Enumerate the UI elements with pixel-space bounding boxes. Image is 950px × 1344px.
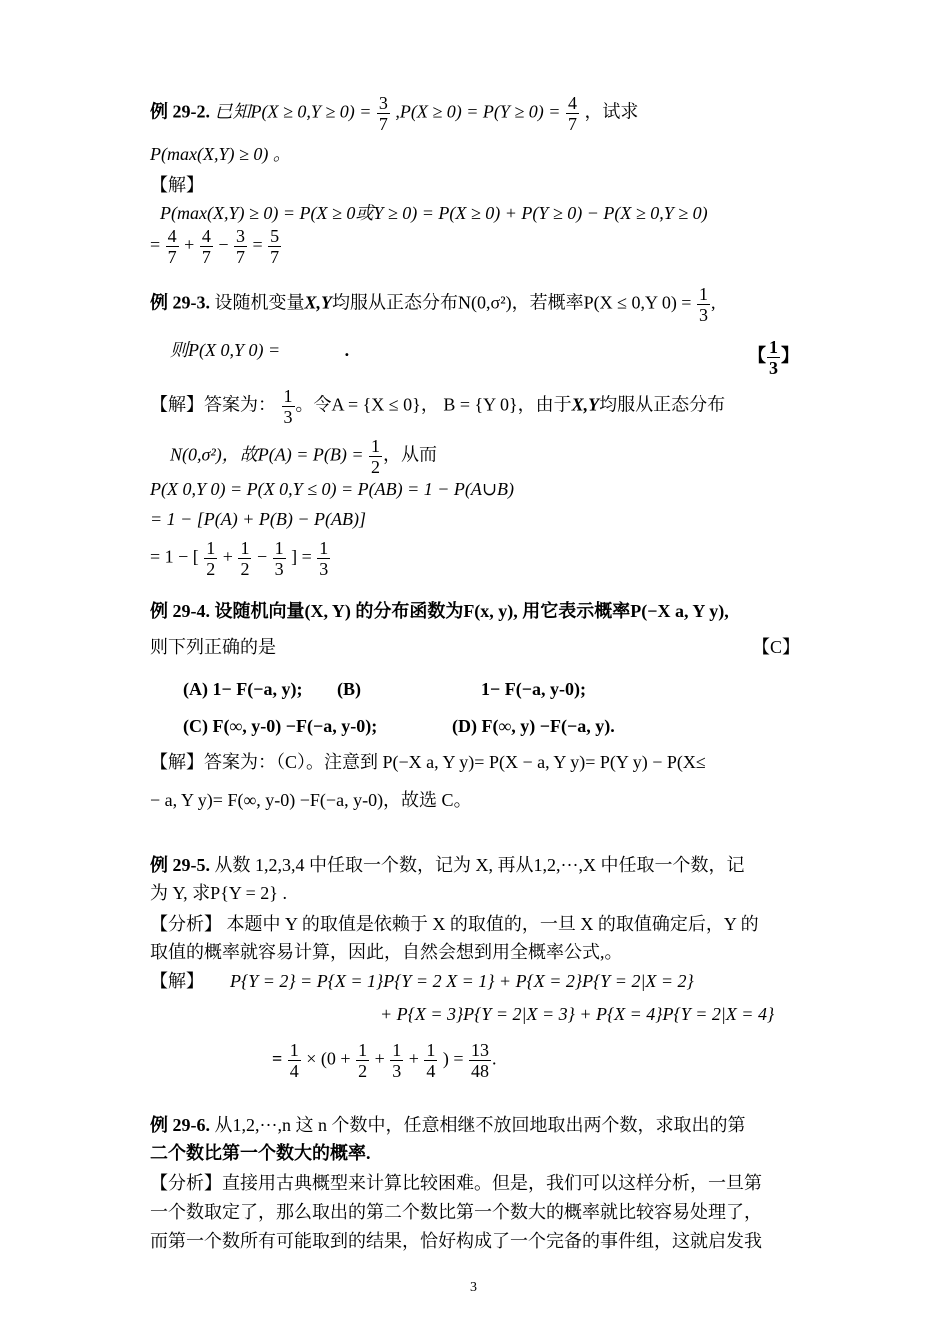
ex3-solution-text-e: ，从而	[383, 444, 438, 465]
numerator: 1	[769, 337, 778, 357]
fraction	[273, 538, 286, 579]
ex2-text-c: ，试求	[584, 101, 639, 122]
numerator: 1	[371, 436, 381, 456]
equals: =	[272, 1048, 283, 1069]
ex3-answer	[748, 337, 799, 378]
period: .	[492, 1048, 497, 1069]
ex3-solution-line2	[170, 436, 437, 477]
fraction	[377, 93, 390, 134]
denominator: 3	[319, 559, 329, 579]
ex4-option-b-label: (B)	[337, 679, 361, 699]
numerator: 13	[471, 1040, 490, 1060]
numerator: 1	[698, 284, 708, 304]
denominator: 2	[240, 559, 250, 579]
numerator: 3	[235, 226, 245, 246]
ex4-solution-line1: 【解】答案为：（C）。注意到 P(−X a, Y y)= P(X − a, Y y)= P(Y y) − P(X≤	[150, 752, 706, 772]
ex3-label: 例 29-3.	[150, 292, 210, 313]
ex5-expr-b: ) =	[442, 1048, 464, 1069]
ex2-solution-tag: 【解】	[150, 175, 204, 195]
denominator: 7	[235, 247, 245, 267]
equals: =	[150, 234, 161, 255]
fraction	[166, 226, 179, 267]
ex5-solution-line2: + P{X = 3}P{Y = 2|X = 3} + P{X = 4}P{Y = 2|X = 4}	[380, 1004, 775, 1024]
fraction	[204, 538, 217, 579]
ex3-text-a: 设随机变量	[214, 292, 305, 313]
numerator: 1	[283, 386, 293, 406]
ex3-solution-text-b: 。令A = {X ≤ 0}， B = {Y 0}，由于	[295, 394, 572, 415]
ex4-question-text: 设随机向量(X, Y) 的分布函数为F(x, y), 用它表示概率P(−X a, Y y),	[214, 601, 729, 621]
fraction	[200, 226, 213, 267]
denominator: 48	[471, 1061, 490, 1081]
denominator: 7	[378, 114, 388, 134]
fraction	[390, 1040, 403, 1081]
fraction	[424, 1040, 437, 1081]
denominator: 2	[358, 1061, 368, 1081]
ex2-text-a: 已知P(X ≥ 0,Y ≥ 0) =	[214, 101, 372, 122]
ex2-label: 例 29-2.	[150, 101, 210, 122]
ex3-solution-line5	[150, 538, 331, 579]
fraction	[268, 226, 281, 267]
fraction	[317, 538, 330, 579]
ex2-solution-line2	[150, 226, 282, 267]
ex6-question-line2: 二个数比第一个数大的概率.	[150, 1143, 371, 1163]
ex3-solution-text-a: 【解】答案为：	[150, 394, 276, 415]
ex4-option-a: (A) 1− F(−a, y);	[183, 679, 303, 699]
bracket-right: 】	[781, 345, 799, 366]
numerator: 1	[426, 1040, 436, 1060]
ex3-solution-line4: = 1 − [P(A) + P(B) − P(AB)]	[150, 509, 367, 529]
denominator: 4	[426, 1061, 436, 1081]
numerator: 1	[274, 538, 284, 558]
operator: −	[218, 234, 229, 255]
denominator: 7	[270, 247, 280, 267]
fraction	[282, 386, 295, 427]
ex4-option-d: (D) F(∞, y) −F(−a, y).	[452, 716, 615, 736]
ex3-expr-start: = 1 − [	[150, 546, 199, 567]
ex6-question-text: 从1,2,···,n 这 n 个数中，任意相继不放回地取出两个数，求取出的第	[214, 1115, 746, 1135]
ex5-question-text: 从数 1,2,3,4 中任取一个数，记为 X, 再从1,2,···,X 中任取一个数，记	[214, 855, 745, 875]
ex4-question-line2: 则下列正确的是	[150, 637, 276, 657]
ex5-solution-line1: P{Y = 2} = P{X = 1}P{Y = 2 X = 1} + P{X = 2}P{Y = 2|X = 2}	[230, 971, 694, 991]
denominator: 7	[567, 114, 577, 134]
numerator: 1	[240, 538, 250, 558]
ex3-variables: X,Y	[304, 292, 333, 313]
denominator: 7	[201, 247, 211, 267]
ex5-solution-tag: 【解】	[150, 971, 204, 991]
fraction	[234, 226, 247, 267]
denominator: 3	[769, 358, 778, 378]
numerator: 1	[392, 1040, 402, 1060]
numerator: 4	[567, 93, 577, 113]
operator: +	[374, 1048, 385, 1069]
ex6-label: 例 29-6.	[150, 1115, 210, 1135]
ex5-solution-line3	[272, 1040, 497, 1081]
ex2-text-b: ,P(X ≥ 0) = P(Y ≥ 0) =	[395, 101, 561, 122]
ex3-blank-expression: 则P(X 0,Y 0) =	[170, 340, 281, 360]
ex2-question-line2: P(max(X,Y) ≥ 0) 。	[150, 144, 291, 164]
operator: +	[222, 546, 233, 567]
numerator: 4	[201, 226, 211, 246]
numerator: 1	[206, 538, 216, 558]
ex2-question-line1	[150, 93, 638, 134]
denominator: 3	[392, 1061, 402, 1081]
ex6-question-line1	[150, 1112, 745, 1138]
comma: ,	[710, 292, 716, 313]
fraction	[356, 1040, 369, 1081]
ex3-expr-end: ] =	[291, 546, 312, 567]
numerator: 1	[319, 538, 329, 558]
page-number: 3	[470, 1280, 477, 1295]
operator: +	[184, 234, 195, 255]
denominator: 4	[289, 1061, 299, 1081]
denominator: 3	[274, 559, 284, 579]
ex3-question-line2	[170, 337, 349, 363]
ex6-analysis-line3: 而第一个数所有可能取到的结果，恰好构成了一个完备的事件组，这就启发我	[150, 1231, 762, 1251]
numerator: 3	[378, 93, 388, 113]
fraction	[566, 93, 579, 134]
denominator: 7	[167, 247, 177, 267]
denominator: 3	[698, 305, 708, 325]
ex6-analysis-line2: 一个数取定了，那么取出的第二个数比第一个数大的概率就比较容易处理了，	[150, 1202, 762, 1222]
operator: −	[256, 546, 268, 567]
ex2-solution-line1: P(max(X,Y) ≥ 0) = P(X ≥ 0或Y ≥ 0) = P(X ≥ 0) + P(Y ≥ 0) − P(X ≥ 0,Y ≥ 0)	[160, 203, 708, 223]
bracket-left: 【	[748, 345, 766, 366]
denominator: 2	[371, 457, 381, 477]
ex4-answer: 【C】	[752, 637, 801, 657]
ex5-question-line2: 为 Y, 求P{Y = 2} .	[150, 883, 287, 903]
ex3-solution-text-c: 均服从正态分布	[599, 394, 726, 415]
ex3-solution-line3: P(X 0,Y 0) = P(X 0,Y ≤ 0) = P(AB) = 1 − P(A∪B)	[150, 479, 514, 499]
ex5-question-line1	[150, 852, 744, 878]
ex4-option-b: 1− F(−a, y-0);	[481, 679, 586, 699]
fraction	[238, 538, 251, 579]
numerator: 4	[167, 226, 177, 246]
operator: +	[408, 1048, 419, 1069]
fraction	[767, 337, 780, 378]
numerator: 1	[358, 1040, 368, 1060]
ex5-analysis-line1: 【分析】 本题中 Y 的取值是依赖于 X 的取值的，一旦 X 的取值确定后，Y 的	[150, 914, 759, 934]
operator: =	[252, 234, 263, 255]
denominator: 2	[206, 559, 216, 579]
ex4-label: 例 29-4.	[150, 601, 210, 621]
fraction	[469, 1040, 491, 1081]
fraction	[697, 284, 710, 325]
numerator: 5	[270, 226, 280, 246]
ex3-question-line1	[150, 284, 715, 325]
ex6-analysis-line1: 【分析】直接用古典概型来计算比较困难。但是，我们可以这样分析，一旦第	[150, 1173, 762, 1193]
denominator: 3	[283, 407, 293, 427]
numerator: 1	[289, 1040, 299, 1060]
ex5-expr-a: × (0 +	[306, 1048, 351, 1069]
ex5-analysis-line2: 取值的概率就容易计算，因此，自然会想到用全概率公式,。	[150, 942, 623, 962]
ex3-solution-line1	[150, 386, 725, 427]
ex3-text-b: 均服从正态分布N(0,σ²)，若概率P(X ≤ 0,Y 0) =	[332, 292, 692, 313]
ex4-option-c: (C) F(∞, y-0) −F(−a, y-0);	[183, 716, 378, 736]
ex4-question-line1	[150, 598, 729, 624]
fraction	[288, 1040, 301, 1081]
ex5-label: 例 29-5.	[150, 855, 210, 875]
ex3-period: .	[344, 340, 350, 360]
ex3-solution-text-d: N(0,σ²)，故P(A) = P(B) =	[170, 444, 364, 465]
ex4-solution-line2: − a, Y y)= F(∞, y-0) −F(−a, y-0)，故选 C。	[150, 790, 472, 810]
fraction	[369, 436, 382, 477]
ex3-variables: X,Y	[571, 394, 600, 415]
